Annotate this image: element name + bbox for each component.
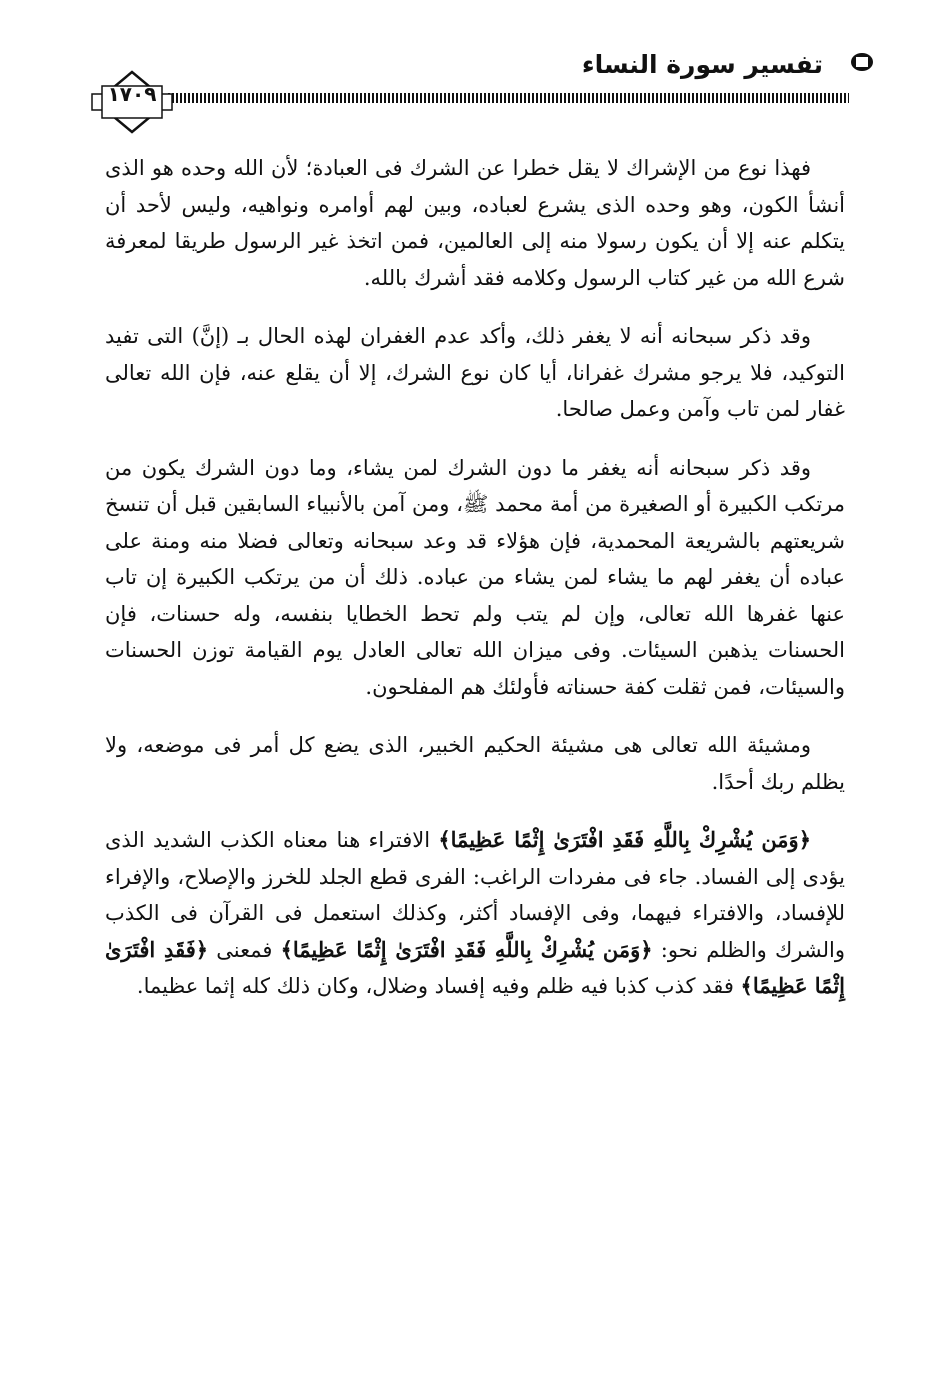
paragraph-4: ومشيئة الله تعالى هى مشيئة الحكيم الخبير، الذى يضع كل أمر فى موضعه، ولا يظلم ربك أحدًا. <box>105 733 845 794</box>
paragraph-5 <box>105 822 845 1005</box>
running-title-text: تفسير سورة النساء <box>581 50 823 79</box>
paragraph-5-text-a: الافتراء هنا معناه الكذب الشديد الذى يؤدى إلى الفساد. جاء فى مفردات الراغب: الفرى قطع الجلد للخرز والإصلاح، والإفراء للإفساد، والافتراء فيهما، وفى الإفساد أكثر، وكذلك استعمل فى القرآن فى الكذب والشرك والظلم نحو: <box>105 828 845 962</box>
paragraph-2: وقد ذكر سبحانه أنه لا يغفر ذلك، وأكد عدم الغفران لهذه الحال بـ (إنَّ) التى تفيد التوكيد، فلا يرجو مشرك غفرانا، أيا كان نوع الشرك، إلا أن يقلع عنه، فإن الله تعالى غفار لمن تاب وآمن وعمل صالحا. <box>105 324 845 421</box>
running-title <box>582 50 823 79</box>
quran-verse-2: ﴿وَمَن يُشْرِكْ بِاللَّهِ فَقَدِ افْتَرَىٰ إِثْمًا عَظِيمًا﴾ <box>280 936 653 962</box>
page-number: ١٧٠٩ <box>107 82 157 106</box>
paragraph-3: وقد ذكر سبحانه أنه يغفر ما دون الشرك لمن يشاء، وما دون الشرك يكون من مرتكب الكبيرة أو الصغيرة من أمة محمد ﷺ، ومن آمن بالأنبياء السابقين قبل أن تنسخ شريعتهم بالشريعة المحمدية، فإن هؤلاء قد وعد سبحانه وتعالى فضلا منه ومنة على عباده أن يغفر لهم ما يشاء لمن يشاء من عباده. ذلك أن من يرتكب الكبيرة إن تاب عنها غفرها الله تعالى، وإن لم يتب ولم تحط الخطايا بنفسه، وله حسنات، فإن الحسنات يذهبن السيئات. وفى ميزان الله تعالى العادل يوم القيامة توزن الحسنات والسيئات، فمن ثقلت كفة حسناته فأولئك هم المفلحون. <box>105 455 845 699</box>
header-rule <box>168 93 849 103</box>
paragraph-5-text-b: فمعنى <box>208 937 281 962</box>
ribbon-frame-icon <box>90 66 174 146</box>
paragraph-5-text-c: فقد كذب كذبا فيه ظلم وفيه إفساد وضلال، وكان ذلك كله إثما عظيما. <box>136 974 741 998</box>
quran-verse: ﴿وَمَن يُشْرِكْ بِاللَّهِ فَقَدِ افْتَرَىٰ إِثْمًا عَظِيمًا﴾ <box>438 827 811 852</box>
ornament-icon <box>851 53 873 71</box>
main-text <box>105 150 845 1027</box>
quran-verse-3: ﴿فَقَدِ افْتَرَىٰ إِثْمًا عَظِيمًا﴾ <box>105 936 845 998</box>
page-number-badge <box>90 66 174 146</box>
paragraph-1: فهذا نوع من الإشراك لا يقل خطرا عن الشرك فى العبادة؛ لأن الله وحده هو الذى أنشأ الكون، وهو وحده الذى يشرع لعباده، وبين لهم أوامره ونواهيه، وليس لأحد أن يتكلم عنه إلا أن يكون رسولا منه إلى العالمين، فمن اتخذ غير الرسول طريقا لمعرفة شرع الله من غير كتاب الرسول وكلامه فقد أشرك بالله. <box>105 156 845 290</box>
page-header <box>0 0 933 140</box>
